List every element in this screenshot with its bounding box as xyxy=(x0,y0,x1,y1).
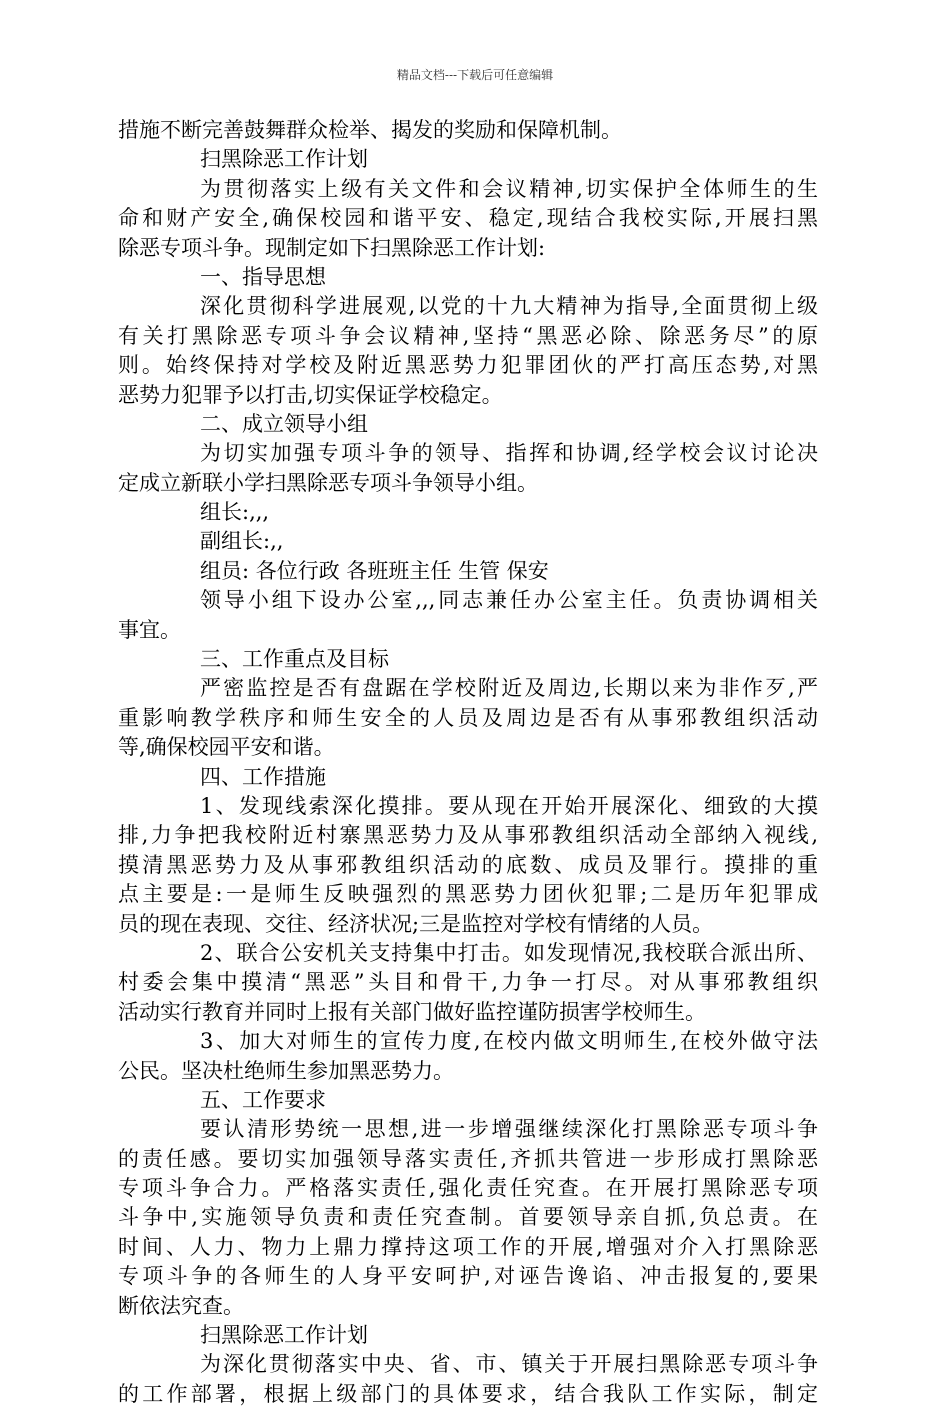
text-line: 定成立新联小学扫黑除恶专项斗争领导小组。 xyxy=(118,470,538,495)
text-line: 重影响教学秩序和师生安全的人员及周边是否有从事邪教组织活动 xyxy=(118,705,818,730)
section-title: 扫黑除恶工作计划 xyxy=(200,1323,368,1348)
document-body xyxy=(118,116,818,1409)
text-line: 组长:,,, xyxy=(200,500,270,525)
text-line: 2、联合公安机关支持集中打击。如发现情况,我校联合派出所、 xyxy=(200,940,818,965)
text-line: 有关打黑除恶专项斗争会议精神,坚持“黑恶必除、除恶务尽”的原 xyxy=(118,323,818,348)
text-line: 命和财产安全,确保校园和谐平安、稳定,现结合我校实际,开展扫黑 xyxy=(118,206,818,231)
text-line: 断依法究查。 xyxy=(118,1293,244,1318)
section-heading: 四、工作措施 xyxy=(200,764,326,789)
text-line: 深化贯彻科学进展观,以党的十九大精神为指导,全面贯彻上级 xyxy=(200,294,818,319)
text-line: 等,确保校园平安和谐。 xyxy=(118,735,335,760)
text-line: 则。始终保持对学校及附近黑恶势力犯罪团伙的严打高压态势,对黑 xyxy=(118,353,818,378)
text-line: 副组长:,, xyxy=(200,529,284,554)
text-line: 3、加大对师生的宣传力度,在校内做文明师生,在校外做守法 xyxy=(200,1029,818,1054)
text-line: 组员: 各位行政 各班班主任 生管 保安 xyxy=(200,558,549,583)
text-line: 村委会集中摸清“黑恶”头目和骨干,力争一打尽。对从事邪教组织 xyxy=(118,970,818,995)
text-line: 点主要是:一是师生反映强烈的黑恶势力团伙犯罪;二是历年犯罪成 xyxy=(118,882,818,907)
text-line: 为切实加强专项斗争的领导、指挥和协调,经学校会议讨论决 xyxy=(200,441,818,466)
text-line: 的责任感。要切实加强领导落实责任,齐抓共管进一步形成打黑除恶 xyxy=(118,1146,818,1171)
text-line: 公民。坚决杜绝师生参加黑恶势力。 xyxy=(118,1058,454,1083)
text-line: 措施不断完善鼓舞群众检举、揭发的奖励和保障机制。 xyxy=(118,118,622,142)
text-line: 事宜。 xyxy=(118,617,181,642)
section-heading: 三、工作重点及目标 xyxy=(200,647,389,672)
text-line: 要认清形势统一思想,进一步增强继续深化打黑除恶专项斗争 xyxy=(200,1117,818,1142)
text-line: 恶势力犯罪予以打击,切实保证学校稳定。 xyxy=(118,382,503,407)
text-line: 专项斗争合力。严格落实责任,强化责任究查。在开展打黑除恶专项 xyxy=(118,1176,818,1201)
text-line: 专项斗争的各师生的人身平安呵护,对诬告谗谄、冲击报复的,要果 xyxy=(118,1264,818,1289)
text-line: 的工作部署，根据上级部门的具体要求，结合我队工作实际，制定 xyxy=(118,1381,818,1406)
text-line: 活动实行教育并同时上报有关部门做好监控谨防损害学校师生。 xyxy=(118,999,706,1024)
section-heading: 二、成立领导小组 xyxy=(200,411,368,436)
section-title: 扫黑除恶工作计划 xyxy=(200,147,368,172)
text-line: 时间、人力、物力上鼎力撑持这项工作的开展,增强对介入打黑除恶 xyxy=(118,1234,818,1259)
text-line: 排,力争把我校附近村寨黑恶势力及从事邪教组织活动全部纳入视线, xyxy=(118,823,818,848)
text-line: 为深化贯彻落实中央、省、市、镇关于开展扫黑除恶专项斗争 xyxy=(200,1352,818,1377)
section-heading: 一、指导思想 xyxy=(200,264,326,289)
text-line: 斗争中,实施领导负责和责任究查制。首要领导亲自抓,负总责。在 xyxy=(118,1205,818,1230)
text-line: 严密监控是否有盘踞在学校附近及周边,长期以来为非作歹,严 xyxy=(200,676,818,701)
text-line: 员的现在表现、交往、经济状况;三是监控对学校有情绪的人员。 xyxy=(118,911,714,936)
text-line: 1、发现线索深化摸排。要从现在开始开展深化、细致的大摸 xyxy=(200,793,818,818)
text-line: 摸清黑恶势力及从事邪教组织活动的底数、成员及罪行。摸排的重 xyxy=(118,852,818,877)
text-line: 除恶专项斗争。现制定如下扫黑除恶工作计划: xyxy=(118,235,546,260)
section-heading: 五、工作要求 xyxy=(200,1087,326,1112)
page-header: 精品文档---下载后可任意编辑 xyxy=(396,68,554,82)
text-line: 领导小组下设办公室,,,同志兼任办公室主任。负责协调相关 xyxy=(200,588,818,613)
text-line: 为贯彻落实上级有关文件和会议精神,切实保护全体师生的生 xyxy=(200,176,818,201)
